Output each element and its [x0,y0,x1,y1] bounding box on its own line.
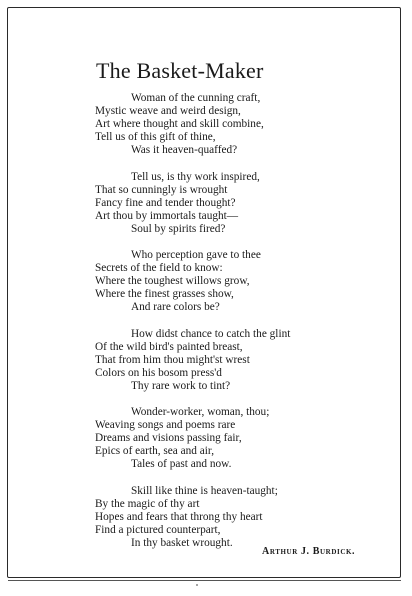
poem-line: Who perception gave to thee [131,249,261,262]
poem-line: Mystic weave and weird design, [95,105,241,117]
poem-line: Epics of earth, sea and air, [95,445,215,458]
poem-line: Weaving songs and poems rare [95,419,236,432]
poem-line: Secrets of the field to know: [95,262,223,275]
poem-line: That from him thou might'st wrest [95,353,250,366]
page-border-bottom-edge [8,577,401,581]
poem-line: That so cunningly is wrought [95,183,228,196]
poem-stanza [95,406,375,471]
poem-line: Art thou by immortals taught— [95,209,239,222]
poem-line: How didst chance to catch the glint [131,327,291,340]
poem-body [95,92,375,564]
poem-line: Of the wild bird's painted breast, [95,340,243,353]
poem-title: The Basket-Maker [96,58,264,83]
poem-line: Where the toughest willows grow, [95,275,250,288]
poem-line: Woman of the cunning craft, [131,92,261,104]
poem-line: Dreams and visions passing fair, [95,432,242,445]
poem-line: Colors on his bosom press'd [95,366,222,379]
poem-stanza [95,171,375,236]
poem-line: Tales of past and now. [131,458,232,471]
poem-line: Fancy fine and tender thought? [95,196,236,209]
print-speck [196,584,198,586]
poem-line: Tell us of this gift of thine, [95,131,216,143]
poem-line: Skill like thine is heaven-taught; [131,484,278,497]
poem-line: Art where thought and skill combine, [95,118,264,130]
poem-author: Arthur J. Burdick. [262,546,356,557]
poem-line: Hopes and fears that throng thy heart [95,510,263,523]
poem-line: Find a pictured counterpart, [95,523,221,536]
poem-line: Tell us, is thy work inspired, [131,170,260,183]
poem-stanza [95,92,375,157]
poem-stanza [95,485,375,550]
poem-line: Thy rare work to tint? [131,379,231,392]
poem-line: And rare colors be? [131,301,220,314]
poem-line: Where the finest grasses show, [95,288,234,301]
poem-stanza [95,328,375,393]
poem-line: Was it heaven-quaffed? [131,144,238,156]
poem-line: Soul by spirits fired? [131,222,226,235]
poem-stanza [95,249,375,314]
poem-line: By the magic of thy art [95,497,200,510]
poem-line: In thy basket wrought. [131,536,233,549]
poem-line: Wonder-worker, woman, thou; [131,406,270,419]
